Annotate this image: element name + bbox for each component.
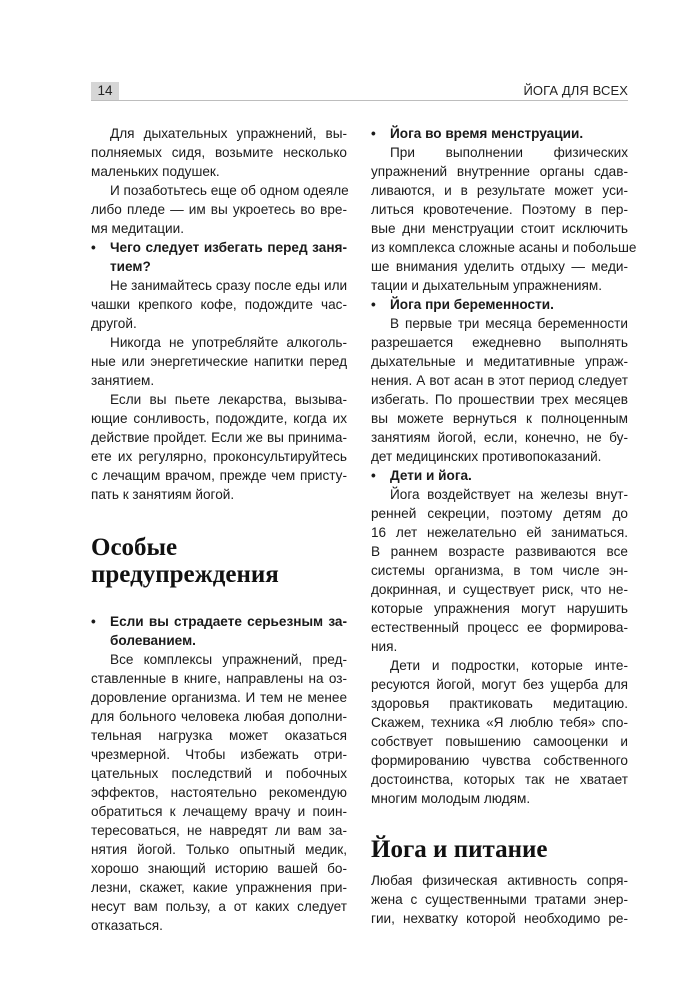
text-line: чрезмерной. Чтобы избежать отри- — [91, 747, 347, 762]
text-line: тации и дыхательным упражнениям. — [371, 278, 602, 293]
text-line: Не занимайтесь сразу после еды или — [110, 278, 348, 293]
text-line: разрешается ежедневно выполнять — [371, 335, 628, 350]
paragraph — [371, 314, 628, 466]
text-line: литься кровотечение. Поэтому в пер- — [371, 202, 628, 217]
text-line: И позаботьтесь еще об одном одеяле — [110, 183, 349, 198]
text-line: В раннем возрасте развиваются все — [371, 544, 628, 559]
bullet-heading — [371, 124, 628, 143]
text-line: пать к занятиям йогой. — [91, 487, 235, 502]
text-line: обратиться к лечащему врачу и поин- — [91, 804, 347, 819]
bullet-heading — [371, 295, 628, 314]
bullet-marker: • — [91, 614, 96, 629]
bullet-marker: • — [371, 126, 376, 141]
text-line: Дети и подростки, которые инте- — [390, 658, 628, 673]
text-line: нятия йогой. Только опытный медик, — [91, 842, 347, 857]
section-heading — [371, 836, 628, 863]
paragraph — [371, 871, 628, 928]
bullet-heading-cont: тием? — [110, 259, 151, 274]
text-line: мя медитации. — [91, 221, 184, 236]
text-line: ше внимания уделить отдыху — меди- — [371, 259, 628, 274]
spacer — [371, 863, 628, 871]
text-line: собствует повышению самооценки и — [371, 734, 628, 749]
text-line: дет медицинских противопоказаний. — [371, 449, 602, 464]
text-line: дыхательные и медитативные упраж- — [371, 354, 628, 369]
paragraph — [91, 181, 347, 238]
paragraph — [91, 276, 347, 333]
text-line: тельная нагрузка может оказаться — [91, 728, 347, 743]
text-line: из комплекса сложные асаны и побольше — [371, 240, 637, 255]
text-line: маленьких подушек. — [91, 164, 220, 179]
bullet-text: Йога при беременности. — [390, 297, 554, 312]
text-line: 16 лет нежелательно ей заниматься. — [371, 525, 628, 540]
bullet-text: Чего следует избегать перед заня- — [110, 240, 347, 255]
text-line: доровление организма. И тем не менее — [91, 690, 347, 705]
bullet-heading — [371, 466, 628, 485]
text-line: занятием. — [91, 373, 155, 388]
text-line: Йога воздействует на железы внут- — [390, 487, 628, 502]
text-line: с лечащим врачом, прежде чем присту- — [91, 468, 347, 483]
text-line: здоровья практиковать медитацию. — [371, 696, 628, 711]
text-line: лезни, скажет, какие упражнения при- — [91, 880, 347, 895]
bullet-text: Дети и йога. — [390, 468, 472, 483]
paragraph — [91, 333, 347, 390]
text-line: Никогда не употребляйте алкоголь- — [110, 335, 347, 350]
text-line: жена с существенными тратами энер- — [371, 892, 628, 907]
text-line: ные или энергетические напитки перед — [91, 354, 347, 369]
text-line: другой. — [91, 316, 137, 331]
bullet-heading — [91, 238, 347, 257]
text-line: системы организма, в том числе эн- — [371, 563, 628, 578]
text-line: для больного человека любая дополни- — [91, 709, 347, 724]
text-line: вые дни менструации стоит исключить — [371, 221, 628, 236]
text-line: При выполнении физических — [390, 145, 628, 160]
page-number: 14 — [91, 82, 119, 100]
text-line: ния. — [371, 639, 398, 654]
bullet-item — [371, 124, 628, 143]
text-line: многим молодым людям. — [371, 791, 531, 806]
right-column — [371, 124, 637, 928]
text-line: Любая физическая активность сопря- — [371, 873, 628, 888]
bullet-item — [371, 295, 628, 314]
paragraph — [91, 650, 347, 935]
spacer — [371, 808, 628, 836]
text-line: избегать. По прошествии трех месяцев — [371, 392, 628, 407]
heading-line: предупреждения — [91, 561, 279, 588]
text-line: эффектов, настоятельно рекомендую — [91, 785, 347, 800]
heading-line: Йога и питание — [371, 836, 548, 863]
text-line: отказаться. — [91, 918, 163, 933]
bullet-marker: • — [91, 240, 96, 255]
bullet-item — [371, 466, 628, 485]
running-header — [91, 82, 628, 100]
text-line: чашки крепкого кофе, подождите час- — [91, 297, 347, 312]
text-line: В первые три месяца беременности — [390, 316, 628, 331]
paragraph — [91, 390, 347, 504]
spacer — [91, 504, 347, 534]
heading-line: Особые — [91, 534, 178, 561]
bullet-item — [91, 238, 347, 276]
paragraph — [371, 485, 628, 656]
text-line: докринная, и существует риск, что не- — [371, 582, 628, 597]
text-line: ете их регулярно, проконсультируйтесь — [91, 449, 347, 464]
text-line: либо пледе — им вы укроетесь во вре- — [91, 202, 347, 217]
paragraph — [371, 143, 637, 295]
text-line: ливаются, и в результате может уси- — [371, 183, 628, 198]
text-line: ренней секреции, поэтому детям до — [371, 506, 628, 521]
text-line: вы можете вернуться к полноценным — [371, 411, 628, 426]
text-line: достоинства, которых так не хватает — [371, 772, 628, 787]
text-line: Все комплексы упражнений, пред- — [110, 652, 347, 667]
left-column — [91, 124, 347, 935]
text-line: Если вы пьете лекарства, вызыва- — [110, 392, 347, 407]
bullet-item — [91, 612, 347, 650]
bullet-heading — [91, 612, 347, 631]
bullet-marker: • — [371, 468, 376, 483]
text-line: ставленные в книге, направлены на оз- — [91, 671, 347, 686]
text-line: нения. А вот асан в этот период следует — [371, 373, 628, 388]
text-line: хорошо знающий историю вашей бо- — [91, 861, 347, 876]
bullet-heading-cont: болеванием. — [110, 633, 196, 648]
paragraph — [371, 656, 628, 808]
text-line: гии, нехватку которой необходимо ре- — [371, 911, 628, 926]
section-heading — [91, 534, 347, 588]
paragraph — [91, 124, 347, 181]
bullet-marker: • — [371, 297, 376, 312]
text-line: занятиям йогой, если, конечно, не бу- — [371, 430, 628, 445]
text-line: которые упражнения могут нарушить — [371, 601, 628, 616]
bullet-text: Йога во время менструации. — [390, 126, 584, 141]
text-line: естественный процесс ее формирова- — [371, 620, 628, 635]
text-line: Скажем, техника «Я люблю тебя» спо- — [371, 715, 628, 730]
text-line: действие пройдет. Если же вы принима- — [91, 430, 347, 445]
text-line: формированию чувства собственного — [371, 753, 628, 768]
text-line: полняемых сидя, возьмите несколько — [91, 145, 347, 160]
text-line: ющие сонливость, подождите, когда их — [91, 411, 347, 426]
spacer — [91, 588, 347, 612]
text-line: ресуются йогой, могут без ущерба для — [371, 677, 628, 692]
text-line: цательных последствий и побочных — [91, 766, 347, 781]
bullet-text: Если вы страдаете серьезным за- — [110, 614, 347, 629]
text-line: тересоваться, не навредят ли вам за- — [91, 823, 347, 838]
text-line: Для дыхательных упражнений, вы- — [110, 126, 347, 141]
text-line: упражнений внутренние органы сдав- — [371, 164, 628, 179]
running-title: ЙОГА ДЛЯ ВСЕХ — [523, 83, 628, 98]
text-line: несут вам пользу, а от каких следует — [91, 899, 347, 914]
